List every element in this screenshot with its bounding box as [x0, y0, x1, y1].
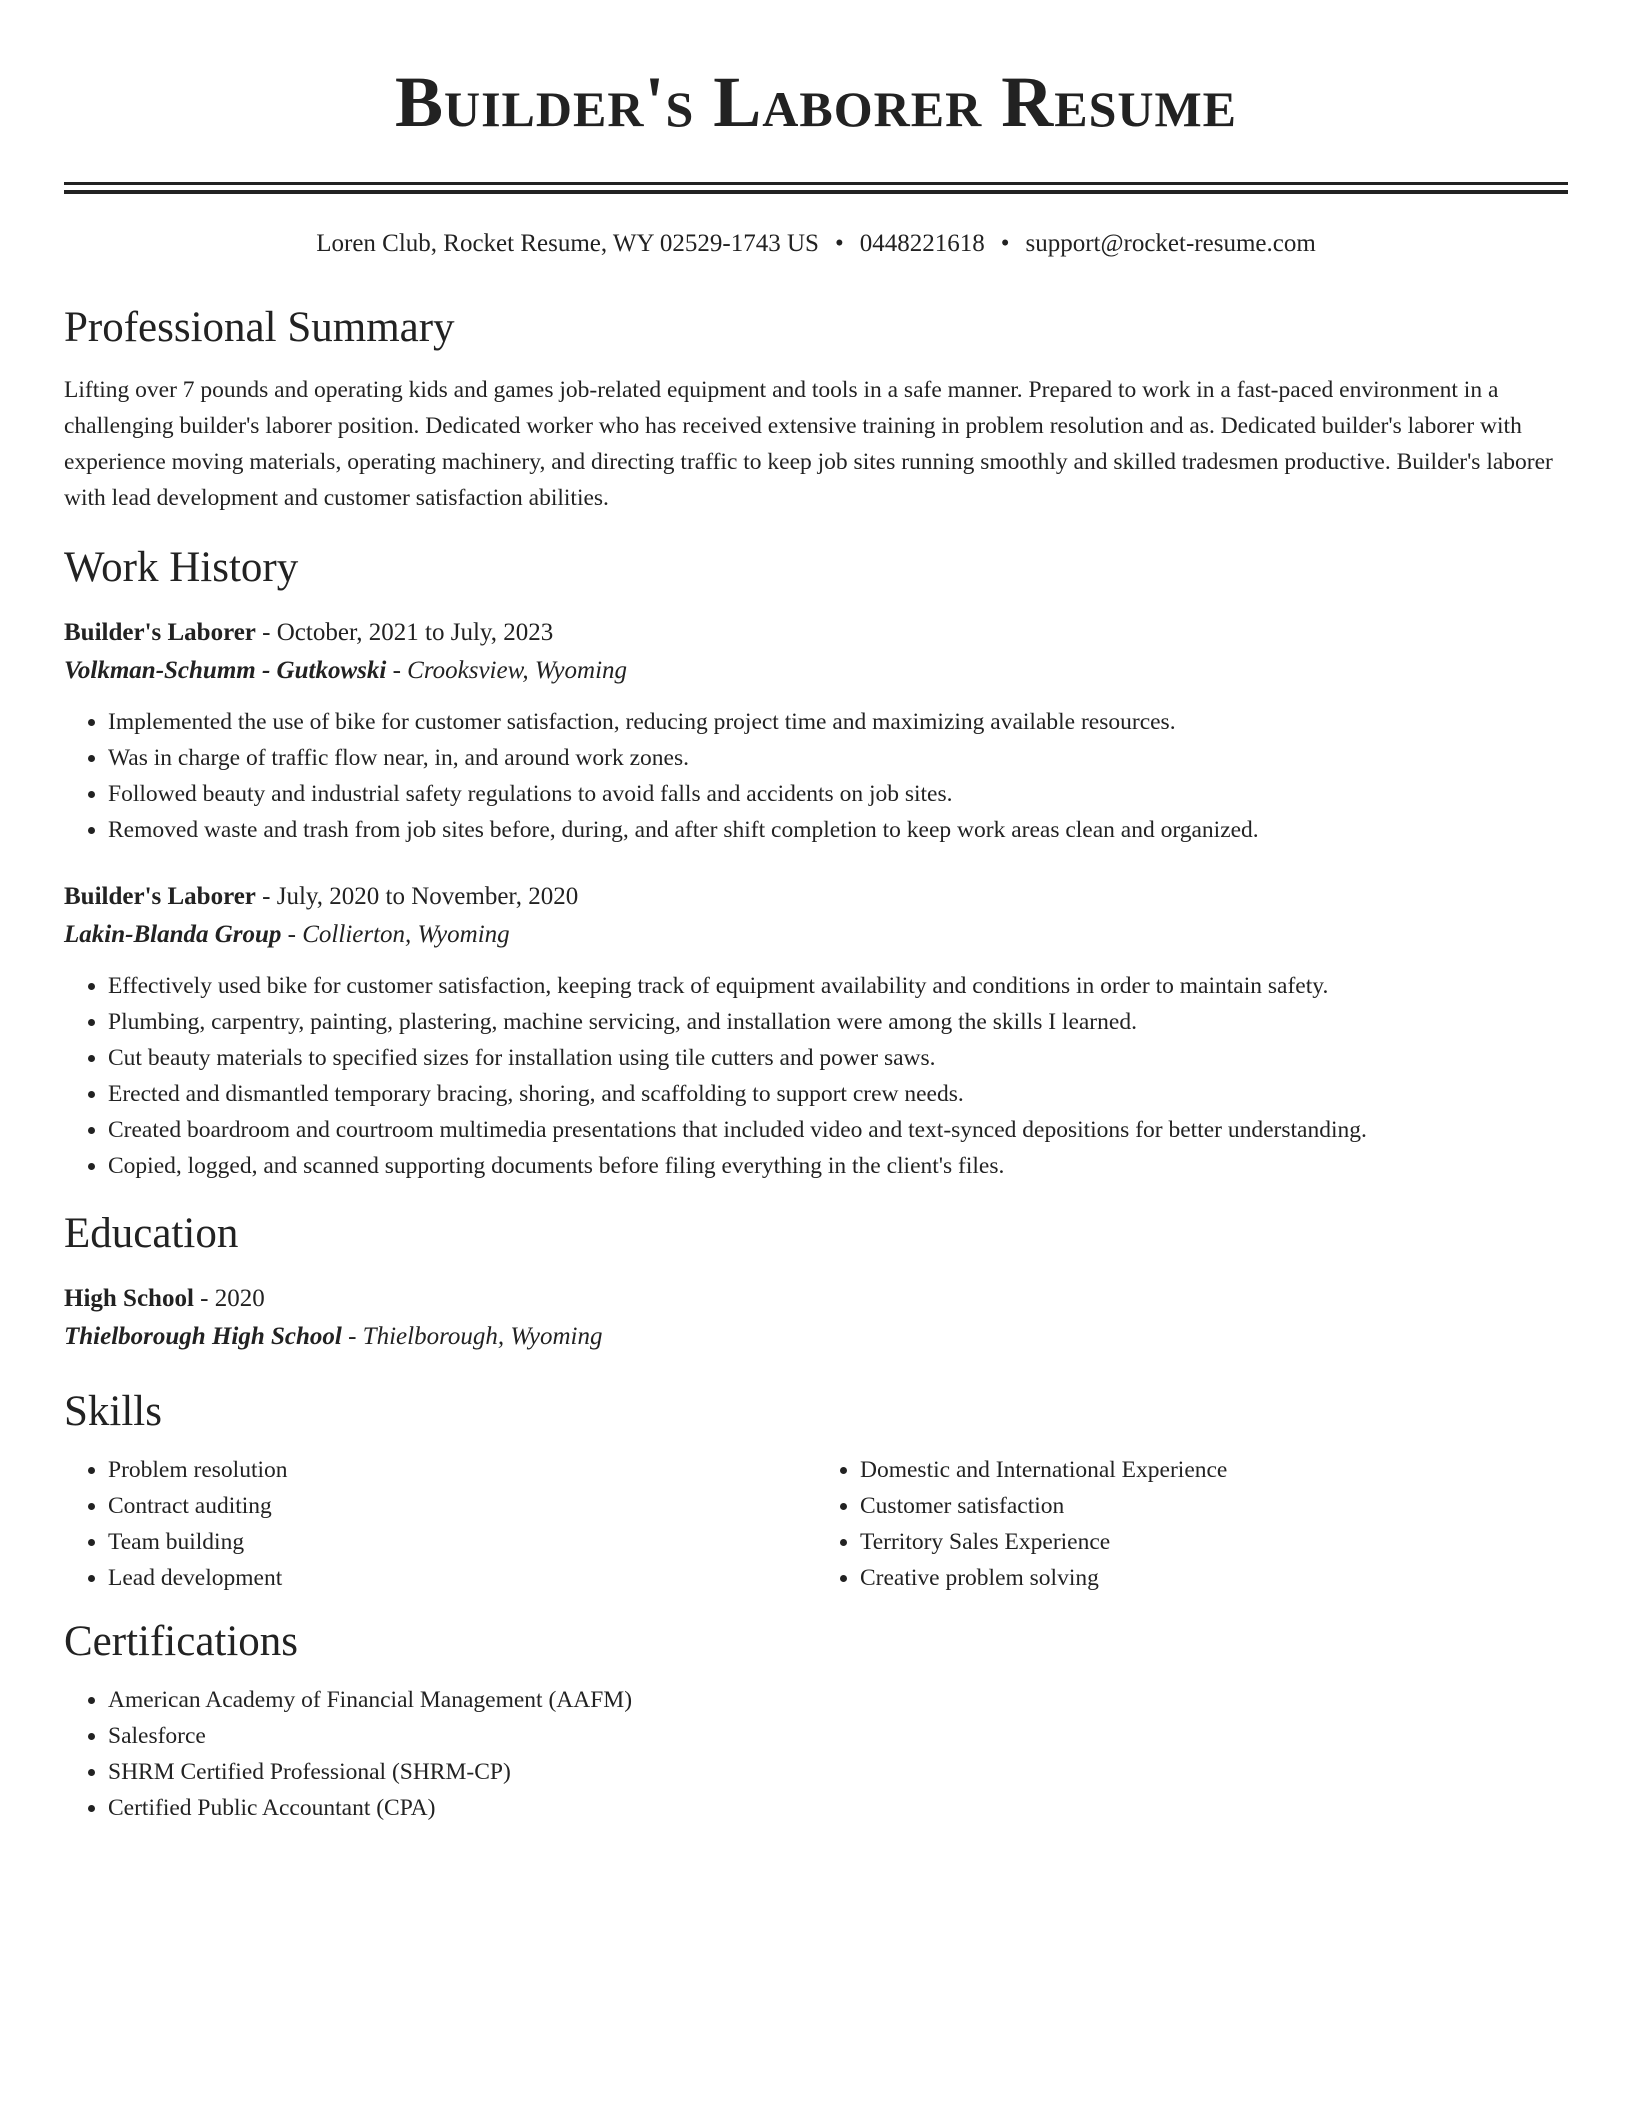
- skill-item: • Lead development: [108, 1560, 816, 1596]
- job-bullet: • Effectively used bike for customer satisfaction, keeping track of equipment availability and conditions in order to maintain safety.: [108, 968, 1568, 1004]
- certifications-list: [64, 1682, 1568, 1826]
- skills-columns: [64, 1452, 1568, 1596]
- job-bullet: • Cut beauty materials to specified sizes for installation using tile cutters and power saws.: [108, 1040, 1568, 1076]
- job-company: Volkman-Schumm - Gutkowski: [64, 657, 387, 684]
- skills-right-column: [816, 1452, 1568, 1596]
- job-bullet: • Erected and dismantled temporary bracing, shoring, and scaffolding to support crew needs.: [108, 1076, 1568, 1112]
- contact-phone: 0448221618: [859, 230, 985, 257]
- skill-item: • Problem resolution: [108, 1452, 816, 1488]
- job-bullets: [64, 968, 1568, 1184]
- job-bullet: • Removed waste and trash from job sites before, during, and after shift completion to keep work areas clean and organized.: [108, 812, 1568, 848]
- education-school: Thielborough High School: [64, 1323, 342, 1350]
- certification-item: • Salesforce: [108, 1718, 1568, 1754]
- contact-separator: •: [1000, 230, 1010, 257]
- contact-line: [64, 228, 1568, 260]
- job-bullet: • Plumbing, carpentry, painting, plastering, machine servicing, and installation were among the skills I learned.: [108, 1004, 1568, 1040]
- skill-item: • Domestic and International Experience: [860, 1452, 1568, 1488]
- certification-item: • SHRM Certified Professional (SHRM-CP): [108, 1754, 1568, 1790]
- title-divider: [64, 182, 1568, 194]
- job-location: - Crooksview, Wyoming: [386, 657, 628, 684]
- education-degree-line: [64, 1280, 1568, 1318]
- skill-item: • Team building: [108, 1524, 816, 1560]
- job-title-line: [64, 878, 1568, 916]
- skill-item: • Territory Sales Experience: [860, 1524, 1568, 1560]
- certification-item: • Certified Public Accountant (CPA): [108, 1790, 1568, 1826]
- education-heading: Education: [64, 1210, 239, 1257]
- education-location: - Thielborough, Wyoming: [341, 1323, 603, 1350]
- certification-item: • American Academy of Financial Management (AAFM): [108, 1682, 1568, 1718]
- contact-email: support@rocket-resume.com: [1025, 230, 1316, 257]
- job-title: Builder's Laborer: [64, 619, 256, 646]
- job-dates: - October, 2021 to July, 2023: [255, 619, 554, 646]
- job-bullet: • Followed beauty and industrial safety regulations to avoid falls and accidents on job sites.: [108, 776, 1568, 812]
- contact-address: Loren Club, Rocket Resume, WY 02529-1743 US: [316, 230, 819, 257]
- skill-item: • Creative problem solving: [860, 1560, 1568, 1596]
- job-title: Builder's Laborer: [64, 883, 256, 910]
- job-title-line: [64, 614, 1568, 652]
- job-company: Lakin-Blanda Group: [64, 921, 282, 948]
- summary-heading: Professional Summary: [64, 304, 455, 351]
- skills-left-column: [64, 1452, 816, 1596]
- education-school-line: [64, 1318, 1568, 1356]
- contact-separator: •: [834, 230, 844, 257]
- job-location: - Collierton, Wyoming: [281, 921, 510, 948]
- skill-item: • Contract auditing: [108, 1488, 816, 1524]
- resume-title: Builder's Laborer Resume: [394, 62, 1238, 142]
- skills-heading: Skills: [64, 1388, 162, 1435]
- job-company-line: [64, 916, 1568, 954]
- skill-item: • Customer satisfaction: [860, 1488, 1568, 1524]
- education-degree: High School: [64, 1285, 194, 1312]
- job-entry: [64, 878, 1568, 1184]
- job-entry: [64, 614, 1568, 848]
- summary-text: Lifting over 7 pounds and operating kids and games job-related equipment and tools in a safe manner. Prepared to work in a fast-paced environment in a challenging builder's laborer position. Dedicated worker who has received extensive training in problem resolution and as. Dedicated builder's laborer with experience moving materials, operating machinery, and directing traffic to keep job sites running smoothly and skilled tradesmen productive. Builder's laborer with lead development and customer satisfaction abilities.: [64, 377, 1553, 511]
- job-bullet: • Created boardroom and courtroom multimedia presentations that included video and text-synced depositions for better understanding.: [108, 1112, 1568, 1148]
- job-company-line: [64, 652, 1568, 690]
- job-dates: - July, 2020 to November, 2020: [255, 883, 579, 910]
- job-bullet: • Copied, logged, and scanned supporting documents before filing everything in the client's files.: [108, 1148, 1568, 1184]
- certifications-heading: Certifications: [64, 1618, 299, 1665]
- job-bullet: • Was in charge of traffic flow near, in, and around work zones.: [108, 740, 1568, 776]
- job-bullet: • Implemented the use of bike for customer satisfaction, reducing project time and maximizing available resources.: [108, 704, 1568, 740]
- job-bullets: [64, 704, 1568, 848]
- education-entry: [64, 1280, 1568, 1356]
- education-year: - 2020: [193, 1285, 265, 1312]
- work-history-heading: Work History: [64, 544, 299, 591]
